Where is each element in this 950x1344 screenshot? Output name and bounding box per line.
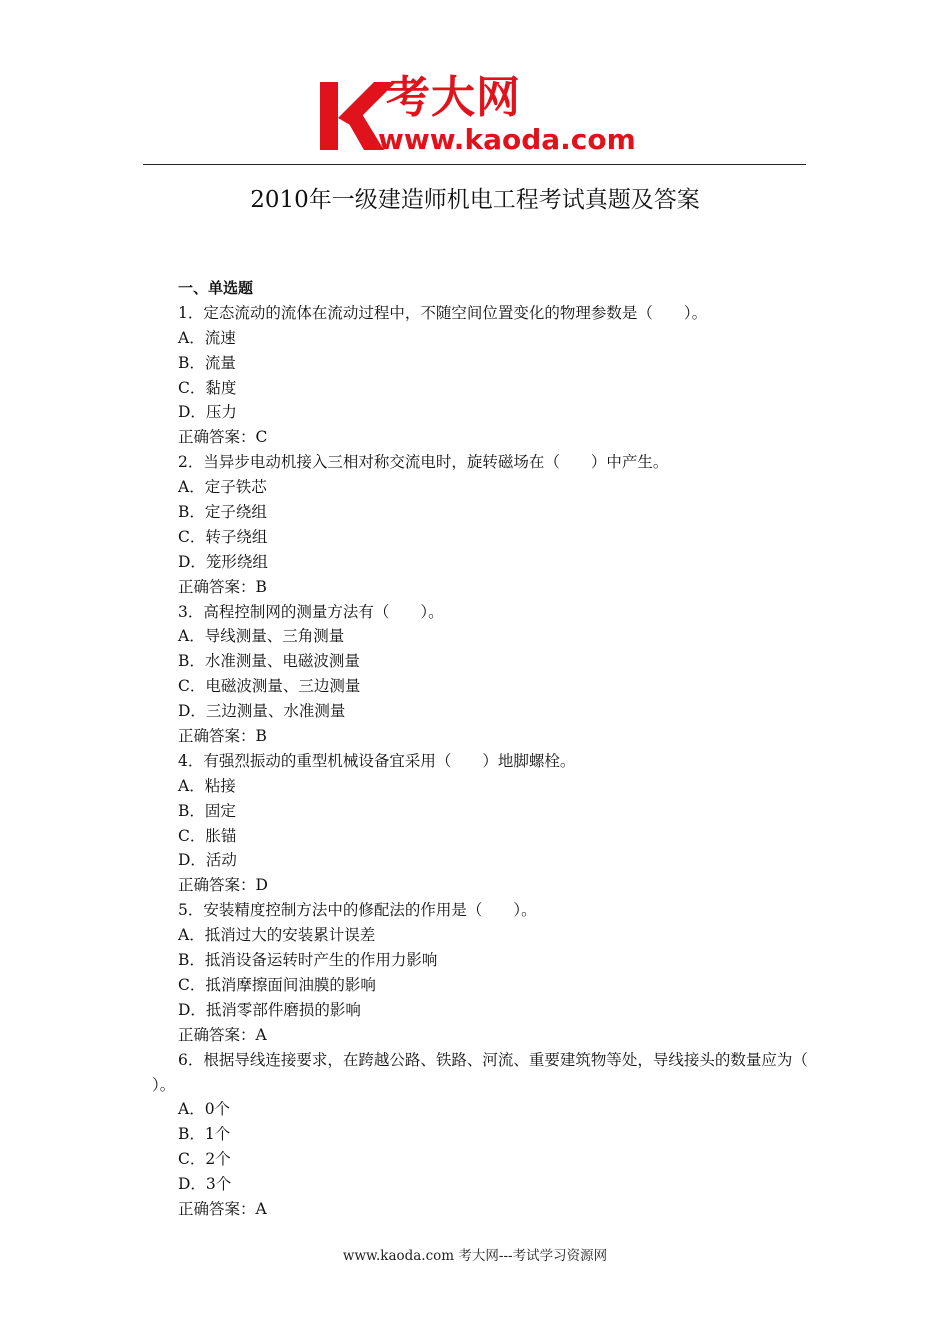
question-list — [152, 276, 839, 1222]
kaoda-logo — [318, 72, 638, 158]
option-a: A．粘接 — [178, 776, 236, 795]
logo-chinese-text: 考大网 — [386, 72, 521, 123]
option-c: C．电磁波测量、三边测量 — [178, 677, 361, 696]
document-title: 2010年一级建造师机电工程考试真题及答案 — [250, 187, 700, 213]
option-b: B．流量 — [178, 353, 236, 372]
question-2 — [178, 450, 808, 599]
answer: 正确答案：C — [178, 428, 268, 447]
question-4 — [178, 749, 808, 898]
option-b: B．水准测量、电磁波测量 — [178, 652, 360, 671]
answer: 正确答案：A — [178, 1199, 267, 1218]
option-d: D．三边测量、水准测量 — [178, 702, 346, 721]
header-divider — [143, 164, 806, 165]
option-d: D．活动 — [178, 851, 237, 870]
question-1 — [178, 301, 808, 450]
option-c: C．转子绕组 — [178, 527, 268, 546]
question-stem: 5．安装精度控制方法中的修配法的作用是（ ）。 — [178, 901, 537, 920]
option-d: D．抵消零部件磨损的影响 — [178, 1000, 361, 1019]
question-stem: 6．根据导线连接要求，在跨越公路、铁路、河流、重要建筑物等处，导线接头的数量应为（ ）。 — [152, 1050, 839, 1094]
option-b: B．1个 — [178, 1125, 231, 1144]
logo-url-text: www.kaoda.com — [378, 123, 636, 156]
option-c: C．胀锚 — [178, 826, 237, 845]
option-a: A．流速 — [178, 328, 236, 347]
option-a: A．导线测量、三角测量 — [178, 627, 345, 646]
question-3 — [178, 600, 808, 749]
option-d: D．笼形绕组 — [178, 552, 268, 571]
option-a: A．定子铁芯 — [178, 478, 267, 497]
option-b: B．抵消设备运转时产生的作用力影响 — [178, 951, 438, 970]
option-c: C．2个 — [178, 1150, 231, 1169]
option-a: A．抵消过大的安装累计误差 — [178, 926, 376, 945]
question-5 — [178, 898, 808, 1047]
section-heading: 一、单选题 — [178, 279, 254, 297]
question-stem: 4．有强烈振动的重型机械设备宜采用（ ）地脚螺栓。 — [178, 751, 576, 770]
answer: 正确答案：D — [178, 876, 268, 895]
question-stem: 1．定态流动的流体在流动过程中，不随空间位置变化的物理参数是（ ）。 — [178, 303, 708, 322]
option-a: A．0个 — [178, 1100, 231, 1119]
question-stem: 3．高程控制网的测量方法有（ ）。 — [178, 602, 444, 621]
question-stem: 2．当异步电动机接入三相对称交流电时，旋转磁场在（ ）中产生。 — [178, 453, 669, 472]
option-b: B．定子绕组 — [178, 503, 267, 522]
answer: 正确答案：A — [178, 1025, 267, 1044]
option-c: C．抵消摩擦面间油膜的影响 — [178, 975, 376, 994]
option-d: D．压力 — [178, 403, 237, 422]
answer: 正确答案：B — [178, 577, 267, 596]
option-b: B．固定 — [178, 801, 236, 820]
option-d: D．3个 — [178, 1175, 232, 1194]
option-c: C．黏度 — [178, 378, 237, 397]
answer: 正确答案：B — [178, 727, 267, 746]
question-6 — [152, 1048, 839, 1222]
page-footer: www.kaoda.com 考大网---考试学习资源网 — [342, 1248, 608, 1264]
